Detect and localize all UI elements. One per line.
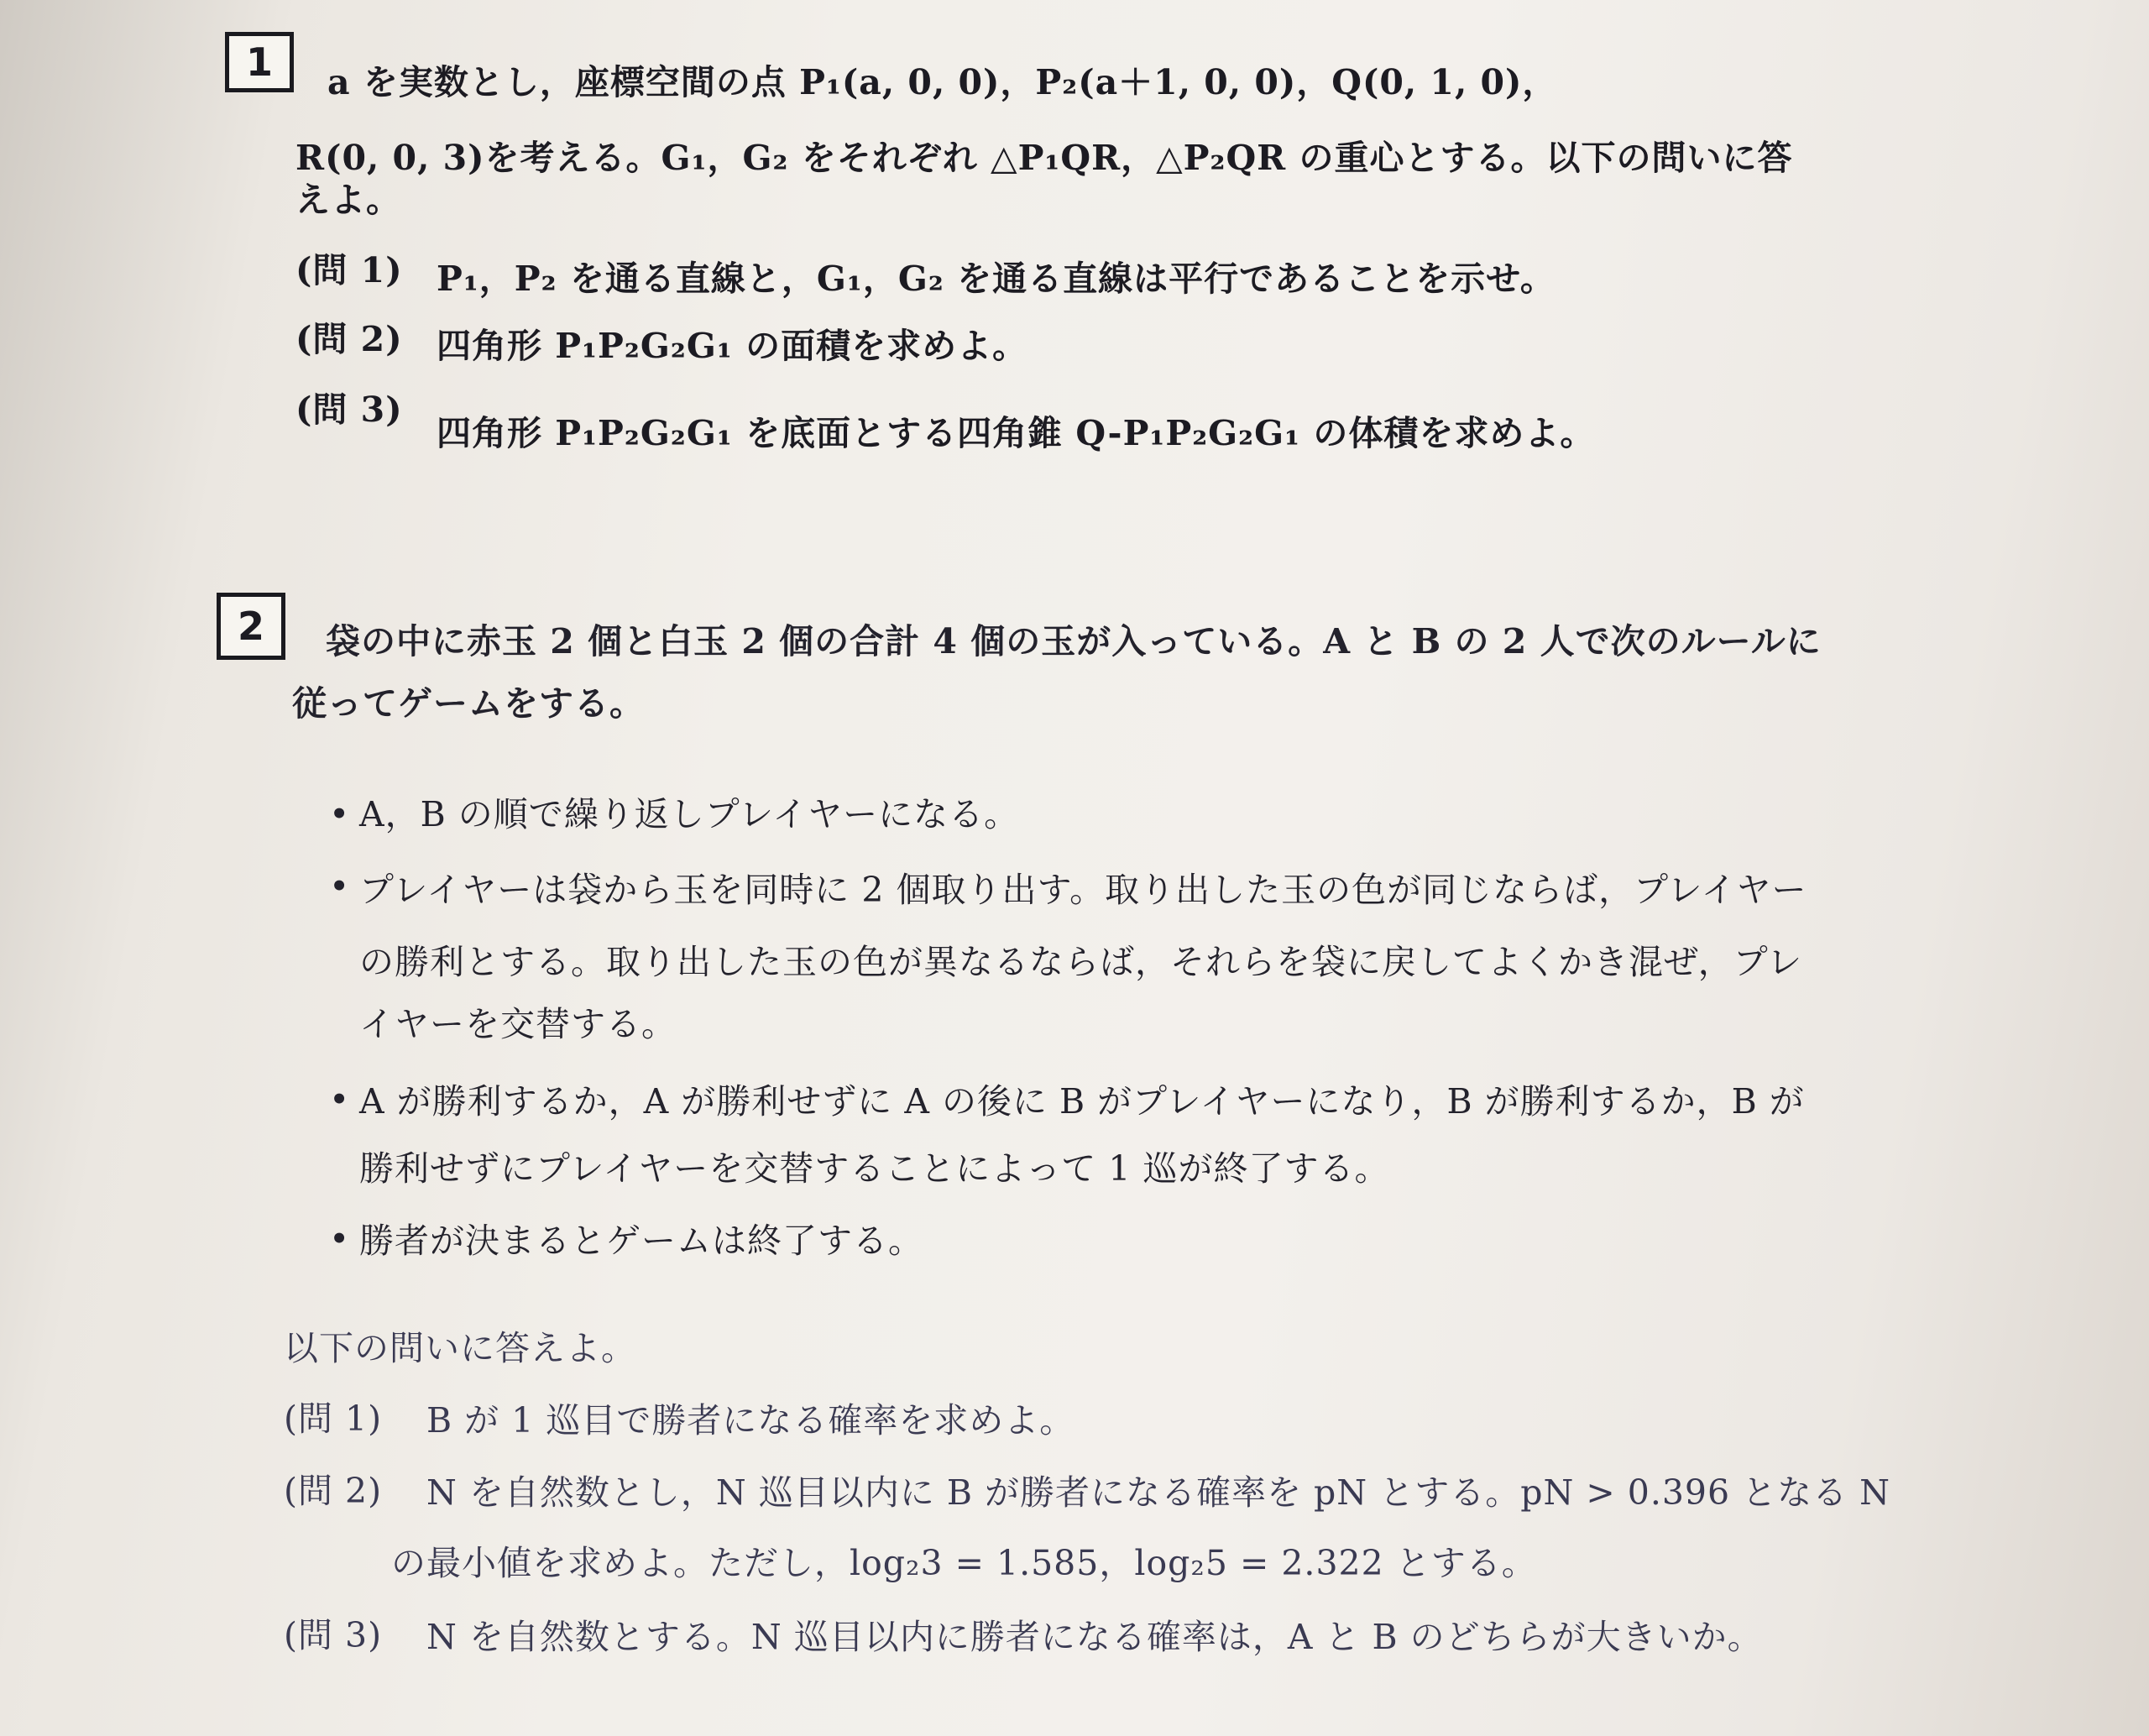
rule-2-line-1: プレイヤーは袋から玉を同時に 2 個取り出す。取り出した玉の色が同じならば，プレイヤー <box>359 870 1807 910</box>
problem-2-question-1-label: (問 1) <box>284 1399 383 1439</box>
problem-2-question-1-text: B が 1 巡目で勝者になる確率を求めよ。 <box>426 1400 1075 1441</box>
problem-2-intro: 以下の問いに答えよ。 <box>284 1328 636 1368</box>
problem-1-line-1: a を実数とし，座標空間の点 P₁(a, 0, 0)，P₂(a＋1, 0, 0)，Q(0, 1, 0)， <box>327 62 1558 102</box>
problem-1-question-1-text: P₁，P₂ を通る直線と，G₁，G₂ を通る直線は平行であることを示せ。 <box>437 259 1556 299</box>
problem-2-question-2-text-1: N を自然数とし，N 巡目以内に B が勝者になる確率を pN とする。pN > 0.396 となる N <box>426 1472 1891 1513</box>
rule-1-line-1: A，B の順で繰り返しプレイヤーになる。 <box>359 794 1020 834</box>
problem-1-line-3: えよ。 <box>295 180 401 220</box>
problem-1-question-3-text: 四角形 P₁P₂G₂G₁ を底面とする四角錐 Q-P₁P₂G₂G₁ の体積を求めよ。 <box>437 413 1596 453</box>
problem-2-question-3-text: N を自然数とする。N 巡目以内に勝者になる確率は，A と B のどちらが大きいか。 <box>426 1617 1763 1657</box>
problem-2-question-2-text-2: の最小値を求めよ。ただし，log₂3 = 1.585，log₂5 = 2.322 とする。 <box>391 1543 1537 1583</box>
rule-3-line-2: 勝利せずにプレイヤーを交替することによって 1 巡が終了する。 <box>359 1148 1390 1189</box>
rule-bullet-3: • <box>329 1080 351 1120</box>
rule-bullet-4: • <box>329 1219 351 1259</box>
rule-bullet-2: • <box>329 866 351 907</box>
problem-1-number-box: 1 <box>225 32 294 92</box>
problem-2-number-box: 2 <box>217 593 285 660</box>
rule-2-line-2: の勝利とする。取り出した玉の色が異なるならば，それらを袋に戻してよくかき混ぜ，プレ <box>359 942 1803 982</box>
problem-2-line-2: 従ってゲームをする。 <box>292 683 645 724</box>
problem-1-question-3-label: (問 3) <box>295 390 403 430</box>
rule-bullet-1: • <box>329 794 351 834</box>
rule-2-line-3: イヤーを交替する。 <box>359 1004 677 1044</box>
rule-4-line-1: 勝者が決まるとゲームは終了する。 <box>359 1221 923 1261</box>
problem-1-line-2: R(0, 0, 3)を考える。G₁，G₂ をそれぞれ △P₁QR，△P₂QR の重心とする。以下の問いに答 <box>295 138 1793 178</box>
problem-2-line-1: 袋の中に赤玉 2 個と白玉 2 個の合計 4 個の玉が入っている。A と B の 2 人で次のルールに <box>326 621 1822 661</box>
problem-2-question-2-label: (問 2) <box>284 1471 383 1511</box>
rule-3-line-1: A が勝利するか，A が勝利せずに A の後に B がプレイヤーになり，B が勝利するか，B が <box>359 1081 1805 1122</box>
problem-1-question-1-label: (問 1) <box>295 250 403 290</box>
problem-2-question-3-label: (問 3) <box>284 1615 383 1655</box>
problem-1-question-2-text: 四角形 P₁P₂G₂G₁ の面積を求めよ。 <box>437 326 1028 366</box>
problem-1-question-2-label: (問 2) <box>295 319 403 359</box>
